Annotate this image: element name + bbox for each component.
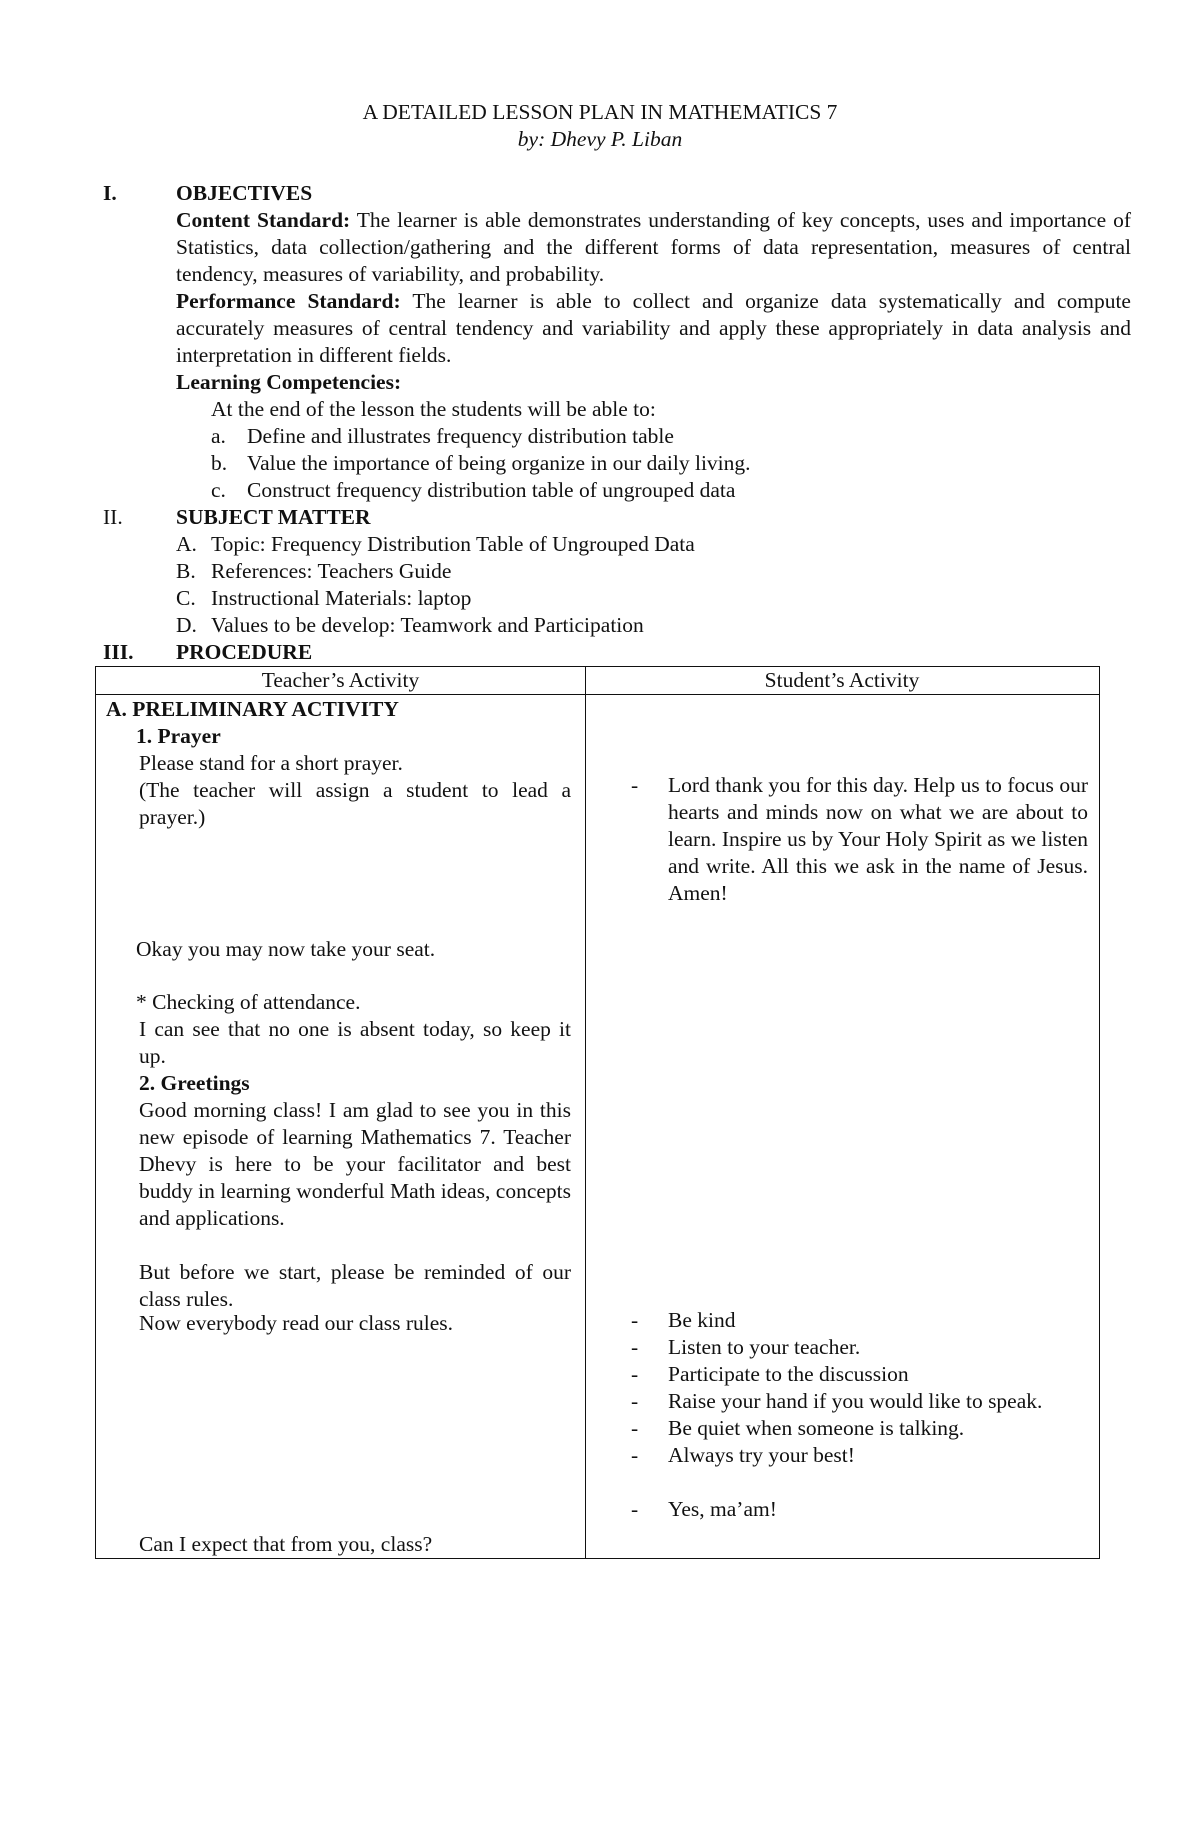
subject-text: Topic: Frequency Distribution Table of Ungrouped Data (211, 532, 695, 556)
subject-text: References: Teachers Guide (211, 559, 452, 583)
preliminary-activity-heading: A. PRELIMINARY ACTIVITY (106, 697, 399, 721)
subject-marker: D. (176, 613, 197, 637)
class-rule-item (631, 1388, 1042, 1415)
class-rule-marker: - (631, 1335, 639, 1359)
take-seat-text: Okay you may now take your seat. (136, 937, 436, 961)
competency-marker: a. (211, 424, 226, 448)
subject-item (176, 531, 695, 558)
subject-item (176, 585, 471, 612)
competency-text: Define and illustrates frequency distribution table (247, 424, 674, 448)
objectives-number: I. (103, 181, 117, 205)
student-activity-header: Student’s Activity (764, 668, 920, 692)
subject-marker: B. (176, 559, 196, 583)
procedure-title: PROCEDURE (176, 640, 313, 664)
greetings-heading: 2. Greetings (139, 1071, 250, 1095)
competency-marker: b. (211, 451, 228, 475)
subject-marker: A. (176, 532, 197, 556)
class-rule-item (631, 1442, 855, 1469)
class-rule-text: Raise your hand if you would like to speak. (668, 1389, 1043, 1413)
reminder-text: But before we start, please be reminded of our class rules. (139, 1260, 571, 1311)
class-rule-text: Always try your best! (668, 1443, 855, 1467)
procedure-table (95, 666, 1100, 1559)
column-divider (585, 667, 586, 1558)
expect-answer (631, 1496, 777, 1523)
competency-item (211, 477, 735, 504)
class-rule-item (631, 1307, 735, 1334)
class-rule-item (631, 1334, 860, 1361)
performance-standard (176, 288, 1131, 369)
subject-text: Instructional Materials: laptop (211, 586, 472, 610)
subject-matter-number: II. (103, 505, 123, 529)
subject-item (176, 612, 644, 639)
class-rule-marker: - (631, 1443, 639, 1467)
content-standard (176, 207, 1131, 288)
attendance-text: I can see that no one is absent today, so keep it up. (139, 1017, 571, 1068)
subject-text: Values to be develop: Teamwork and Participation (211, 613, 644, 637)
expect-question: Can I expect that from you, class? (139, 1532, 433, 1556)
class-rule-marker: - (631, 1308, 639, 1332)
class-rule-marker: - (631, 1362, 639, 1386)
content-standard-label: Content Standard: (176, 208, 351, 232)
procedure-number: III. (103, 640, 134, 664)
competency-text: Construct frequency distribution table of ungrouped data (247, 478, 736, 502)
competency-text: Value the importance of being organize in our daily living. (247, 451, 751, 475)
expect-answer-marker: - (631, 1497, 639, 1521)
greetings-text: Good morning class! I am glad to see you in this new episode of learning Mathematics 7. Teacher Dhevy is here to be your facilitator and best buddy in learning wonderful Math ideas, concepts and applications. (139, 1098, 571, 1230)
competency-item (211, 423, 674, 450)
subject-matter-title: SUBJECT MATTER (176, 505, 371, 529)
class-rule-text: Be kind (668, 1308, 736, 1332)
objectives-title: OBJECTIVES (176, 181, 313, 205)
class-rule-item (631, 1415, 964, 1442)
performance-standard-text: The learner is able to collect and organize data systematically and compute accurately measures of central tendency and variability and apply these appropriately in data analysis and interpretation in different fields. (176, 289, 1131, 367)
class-rule-text: Participate to the discussion (668, 1362, 909, 1386)
read-rules-text: Now everybody read our class rules. (139, 1311, 454, 1335)
competencies-label: Learning Competencies: (176, 370, 402, 394)
teacher-activity-header: Teacher’s Activity (261, 668, 420, 692)
document-title: A DETAILED LESSON PLAN IN MATHEMATICS 7 (362, 100, 838, 124)
table-header-row (96, 667, 1099, 695)
subject-item (176, 558, 451, 585)
class-rule-item (631, 1361, 909, 1388)
competency-marker: c. (211, 478, 226, 502)
class-rule-text: Listen to your teacher. (668, 1335, 861, 1359)
content-standard-text: The learner is able demonstrates understanding of key concepts, uses and importance of Statistics, data collection/gathering and the different forms of data representation, measures of central tendency, measures of variability, and probability. (176, 208, 1131, 286)
prayer-instruction: Please stand for a short prayer. (139, 751, 403, 775)
competencies-intro: At the end of the lesson the students will be able to: (211, 397, 656, 421)
performance-standard-label: Performance Standard: (176, 289, 401, 313)
prayer-note: (The teacher will assign a student to lead a prayer.) (139, 778, 571, 829)
class-rule-text: Be quiet when someone is talking. (668, 1416, 965, 1440)
prayer-heading: 1. Prayer (136, 724, 221, 748)
class-rule-marker: - (631, 1389, 639, 1413)
attendance-heading: * Checking of attendance. (136, 990, 361, 1014)
expect-answer-text: Yes, ma’am! (668, 1497, 777, 1521)
prayer-response: Lord thank you for this day. Help us to focus our hearts and minds now on what we are about to learn. Inspire us by Your Holy Spirit as we listen and write. All this we ask in the name of Jesus. Amen! (668, 773, 1088, 905)
competency-item (211, 450, 751, 477)
subject-marker: C. (176, 586, 196, 610)
document-author: by: Dhevy P. Liban (517, 127, 683, 151)
prayer-response-marker: - (631, 773, 639, 797)
class-rule-marker: - (631, 1416, 639, 1440)
